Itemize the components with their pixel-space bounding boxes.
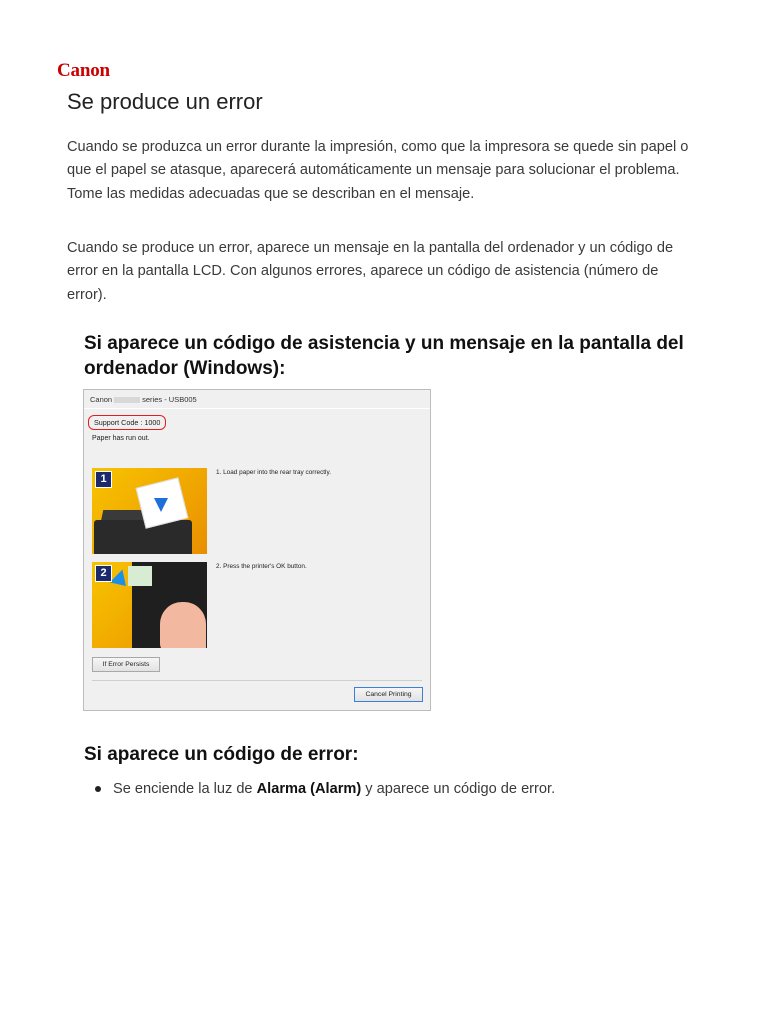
- page-title: Se produce un error: [67, 89, 263, 114]
- dialog-title-prefix: Canon: [90, 395, 113, 404]
- step1-illustration: [92, 468, 207, 554]
- support-code-highlight: Support Code : 1000: [88, 415, 166, 430]
- cancel-printing-button[interactable]: Cancel Printing: [354, 687, 423, 702]
- step2-text: 2. Press the printer's OK button.: [216, 563, 307, 570]
- canon-logo: Canon: [57, 60, 110, 81]
- bullet-text-before: Se enciende la luz de: [113, 781, 257, 797]
- dialog-title-suffix: series - USB005: [142, 395, 197, 404]
- printer-screen-shape: [128, 566, 152, 586]
- dialog-message: Paper has run out.: [92, 435, 150, 442]
- error-code-list: [93, 778, 555, 800]
- section-error-code-heading: Si aparece un código de error:: [84, 744, 359, 765]
- error-paragraph: Cuando se produce un error, aparece un mensaje en la pantalla del ordenador y un código de error en la pantalla LCD. Con algunos errores, aparece un código de asistencia (número de error).: [67, 240, 674, 303]
- dialog-title: [90, 395, 197, 404]
- arrow-down-icon: [154, 498, 168, 512]
- alarm-term: Alarma (Alarm): [256, 781, 362, 797]
- step1-number: 1: [95, 471, 112, 488]
- if-error-persists-button[interactable]: If Error Persists: [92, 657, 160, 672]
- dialog-title-separator: [84, 408, 430, 409]
- hand-pointer-icon: [160, 602, 206, 648]
- redacted-model: [114, 397, 140, 403]
- error-dialog-screenshot: [83, 389, 431, 711]
- step2-number: 2: [95, 565, 112, 582]
- bullet-text-after: y aparece un código de error.: [361, 781, 556, 797]
- printer-body-shape: [94, 520, 192, 554]
- section-support-code-heading: Si aparece un código de asistencia y un mensaje en la pantalla del ordenador (Windows):: [84, 333, 684, 379]
- step1-text: 1. Load paper into the rear tray correctly.: [216, 469, 331, 476]
- intro-paragraph: Cuando se produzca un error durante la impresión, como que la impresora se quede sin papel o que el papel se atasque, aparecerá automáticamente un mensaje para solucionar el problema. Tome las medidas adecuadas que se describan en el mensaje.: [67, 139, 689, 202]
- list-item: [93, 778, 555, 800]
- dialog-footer-separator: [92, 680, 422, 681]
- step2-illustration: [92, 562, 207, 648]
- bullet-icon: [95, 786, 101, 792]
